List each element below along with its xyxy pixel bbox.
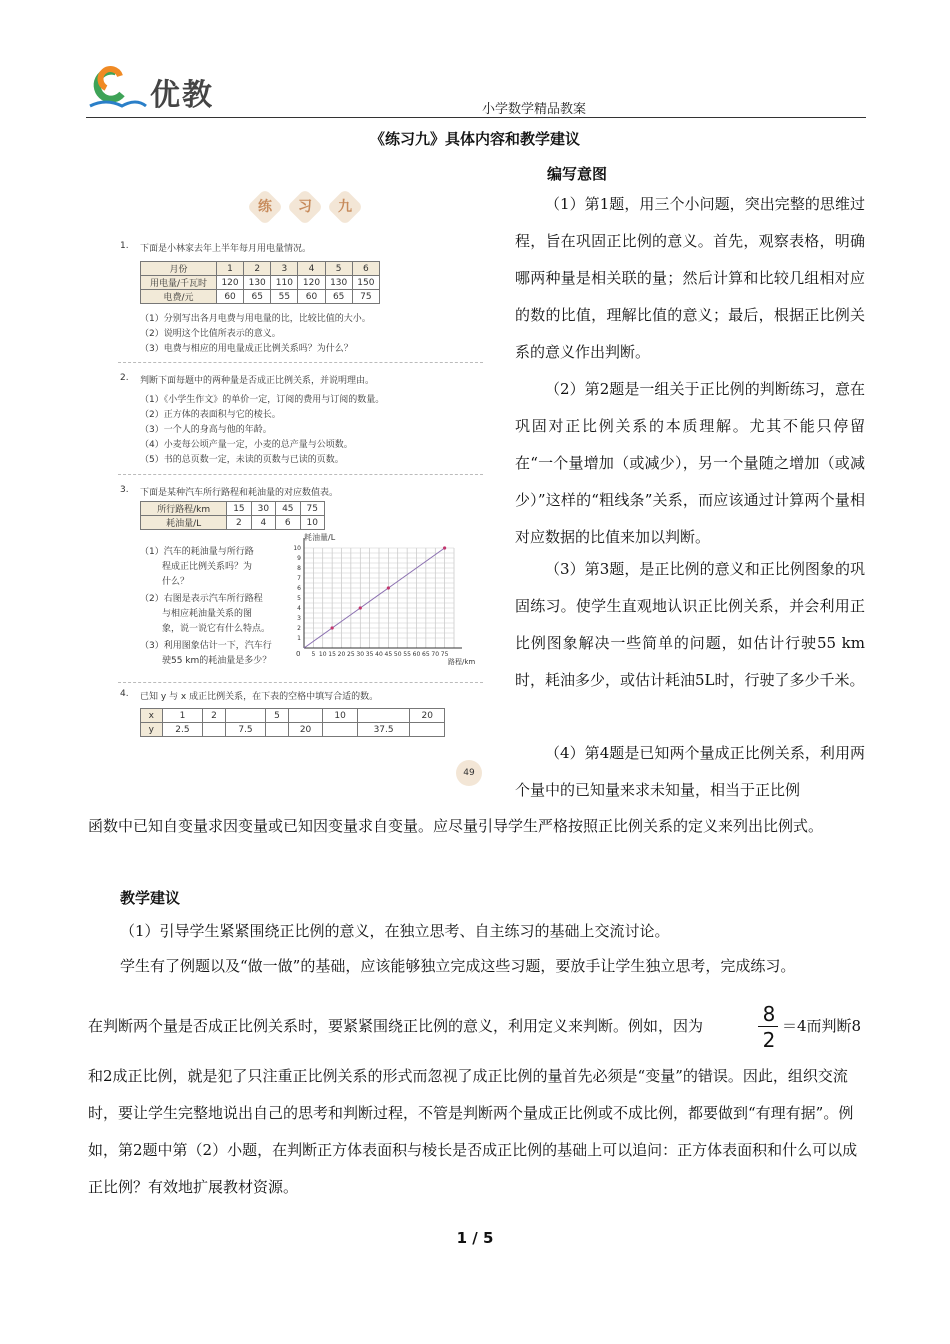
advice-paragraph: 和2成正比例，就是犯了只注重正比例关系的形式而忽视了成正比例的量首先必须是“变量”的错误。因此，组织交流时，要让学生完整地说出自己的思考和判断过程，不管是判断两个量成正比例或不成比例，都要做到“有理有据”。例如，第2题中第（2）小题，在判断正方体表面积与棱长是否成正比例的基础上可以追问：正方体表面积和什么可以成正比例？有效地扩展教材资源。 [88, 1067, 858, 1196]
y-tick-label: 8 [297, 565, 301, 572]
q3-sub: 驶55 km的耗油量是多少？ [162, 656, 272, 666]
q2-stem: 判断下面每题中的两种量是否成正比例关系，并说明理由。 [140, 376, 375, 386]
intent-paragraph-continued: 函数中已知自变量求因变量或已知因变量求自变量。应尽量引导学生严格按照正比例关系的定义来列出比例式。 [88, 817, 824, 835]
y-tick-label: 6 [297, 585, 301, 592]
cell: y [141, 723, 163, 737]
q2-sub: （4）小麦每公顷产量一定，小麦的总产量与公顷数。 [140, 440, 353, 450]
y-tick-label: 2 [297, 625, 301, 632]
q3-sub: 什么？ [162, 577, 190, 587]
divider [118, 682, 483, 683]
y-tick-label: 9 [297, 555, 301, 562]
advice-paragraph-tail: ＝4而判断8 [782, 1017, 862, 1035]
cell: 5 [325, 262, 352, 276]
q3-sub: 程成正比例关系吗？为 [162, 562, 253, 572]
cell: 55 [271, 290, 298, 304]
cell: 75 [352, 290, 379, 304]
cell [266, 723, 289, 737]
fraction-denominator: 2 [762, 1028, 776, 1052]
y-tick-label: 10 [293, 545, 301, 552]
q3-sub: （3）利用图象估计一下，汽车行 [140, 641, 272, 651]
data-point [387, 586, 390, 589]
cell: 120 [298, 276, 325, 290]
cell [203, 723, 226, 737]
divider [118, 362, 483, 363]
cell: 20 [288, 723, 323, 737]
advice-paragraph: 学生有了例题以及“做一做”的基础，应该能够独立完成这些习题，要放手让学生独立思考，完成练习。 [120, 957, 796, 975]
y-axis-label: 耗油量/L [304, 533, 336, 542]
cell: 65 [325, 290, 352, 304]
cell: 130 [325, 276, 352, 290]
q3-sub: （2）右图是表示汽车所行路程 [140, 594, 263, 604]
header-subtitle: 小学数学精品教案 [482, 102, 587, 117]
q1-sub: （2）说明这个比值所表示的意义。 [140, 329, 281, 339]
section-heading-advice: 教学建议 [120, 889, 181, 907]
y-tick-label: 3 [297, 615, 301, 622]
fraction-numerator: 8 [762, 1002, 776, 1026]
q3-number: 3. [120, 485, 129, 495]
x-tick-label: 55 [403, 651, 411, 658]
intent-paragraph: （4）第4题是已知两个量成正比例关系，利用两个量中的已知量来求未知量，相当于正比例 [515, 744, 865, 799]
origin-label: 0 [296, 650, 301, 658]
q1-sub: （1）分别写出各月电费与用电量的比，比较比值的大小。 [140, 314, 371, 324]
q2-sub: （2）正方体的表面积与它的棱长。 [140, 410, 281, 420]
cell: 2 [203, 709, 226, 723]
q3-stem: 下面是某种汽车所行路程和耗油量的对应数值表。 [140, 488, 339, 498]
data-point [359, 606, 362, 609]
heading-char: 练 [258, 199, 272, 215]
heading-char: 习 [298, 199, 312, 215]
advice-paragraph-lead: 在判断两个量是否成正比例关系时，要紧紧围绕正比例的意义，利用定义来判断。例如，因为 [88, 1017, 704, 1035]
cell [357, 709, 410, 723]
cell: 所行路程/km [141, 502, 227, 516]
cell: 15 [227, 502, 251, 516]
page-number: 1 / 5 [456, 1229, 494, 1247]
x-axis-label: 路程/km [448, 658, 476, 666]
x-tick-label: 15 [328, 651, 336, 658]
q2-number: 2. [120, 373, 129, 383]
data-point [443, 546, 446, 549]
x-tick-label: 20 [337, 651, 346, 658]
x-tick-label: 75 [440, 651, 449, 658]
x-tick-label: 65 [422, 651, 430, 658]
cell: 120 [216, 276, 243, 290]
cell: 月份 [141, 262, 217, 276]
divider [118, 474, 483, 475]
cell: 20 [410, 709, 445, 723]
section-heading-intent: 编写意图 [547, 165, 608, 183]
cell: x [141, 709, 163, 723]
q3-sub: （1）汽车的耗油量与所行路 [140, 547, 254, 557]
q3-sub: 与相应耗油量关系的图 [162, 609, 253, 619]
cell: 4 [298, 262, 325, 276]
fraction-bar [758, 1026, 778, 1027]
cell: 2.5 [162, 723, 203, 737]
cell: 1 [216, 262, 243, 276]
fuel-distance-chart [290, 530, 490, 670]
q1-number: 1. [120, 241, 129, 251]
cell: 10 [300, 516, 324, 530]
q1-stem: 下面是小林家去年上半年每月用电量情况。 [140, 244, 312, 254]
cell: 耗油量/L [141, 516, 227, 530]
cell: 用电量/千瓦时 [141, 276, 217, 290]
textbook-figure [110, 182, 490, 792]
q1-sub: （3）电费与相应的用电量成正比例关系吗？为什么？ [140, 344, 353, 354]
cell: 6 [276, 516, 300, 530]
cell [323, 723, 358, 737]
cell: 6 [352, 262, 379, 276]
cell: 10 [323, 709, 358, 723]
x-tick-label: 70 [431, 651, 440, 658]
intent-paragraph: （1）第1题，用三个小问题，突出完整的思维过程，旨在巩固正比例的意义。首先，观察表格，明确哪两种量是相关联的量；然后计算和比较几组相对应的数的比值，理解比值的意义；最后，根据正比例关系的意义作出判断。 [515, 195, 865, 361]
cell [225, 709, 266, 723]
logo-text: 优教 [150, 78, 214, 113]
x-tick-label: 45 [384, 651, 393, 658]
q2-sub: （5）书的总页数一定，未读的页数与已读的页数。 [140, 455, 344, 465]
x-tick-label: 35 [365, 651, 374, 658]
cell: 150 [352, 276, 379, 290]
q2-sub: （1）《小学生作文》的单价一定，订阅的费用与订阅的数量。 [140, 395, 385, 405]
cell: 45 [276, 502, 300, 516]
page-badge: 49 [456, 760, 482, 786]
q4-stem: 已知 y 与 x 成正比例关系，在下表的空格中填写合适的数。 [140, 692, 379, 702]
advice-paragraph: （1）引导学生紧紧围绕正比例的意义，在独立思考、自主练习的基础上交流讨论。 [120, 922, 670, 940]
q4-number: 4. [120, 689, 129, 699]
cell [410, 723, 445, 737]
cell: 60 [298, 290, 325, 304]
y-tick-label: 7 [297, 575, 301, 582]
cell: 5 [266, 709, 289, 723]
header-divider [86, 117, 866, 118]
cell: 2 [227, 516, 251, 530]
page-title: 《练习九》具体内容和教学建议 [369, 130, 580, 148]
cell: 3 [271, 262, 298, 276]
q3-sub: 象，说一说它有什么特点。 [162, 624, 271, 634]
q3-table [140, 501, 325, 530]
cell: 65 [244, 290, 271, 304]
cell: 60 [216, 290, 243, 304]
q1-table [140, 261, 380, 304]
y-tick-label: 4 [297, 605, 301, 612]
cell: 37.5 [357, 723, 410, 737]
q2-sub: （3）一个人的身高与他的年龄。 [140, 425, 272, 435]
y-tick-label: 5 [297, 595, 301, 602]
chart-grid [304, 548, 454, 648]
cell: 电费/元 [141, 290, 217, 304]
x-tick-label: 30 [356, 651, 365, 658]
x-tick-label: 60 [412, 651, 421, 658]
cell: 1 [162, 709, 203, 723]
x-tick-label: 10 [318, 651, 327, 658]
cell [288, 709, 323, 723]
cell: 110 [271, 276, 298, 290]
heading-char: 九 [338, 199, 352, 215]
x-tick-label: 25 [347, 651, 355, 658]
x-tick-label: 50 [393, 651, 402, 658]
cell: 7.5 [225, 723, 266, 737]
x-tick-label: 40 [375, 651, 383, 658]
cell: 4 [251, 516, 275, 530]
y-tick-label: 1 [297, 635, 301, 642]
intent-paragraph: （3）第3题，是正比例的意义和正比例图象的巩固练习。使学生直观地认识正比例关系，并会利用正比例图象解决一些简单的问题，如估计行驶55 km时，耗油多少，或估计耗油5L时，行驶了多少千米。 [515, 560, 865, 689]
intent-paragraph: （2）第2题是一组关于正比例的判断练习，意在巩固对正比例关系的本质理解。尤其不能只停留在“一个量增加（或减少），另一个量随之增加（或减少）”这样的“粗线条”关系，而应该通过计算两个量相对应数据的比值来加以判断。 [515, 380, 865, 546]
cell: 30 [251, 502, 275, 516]
cell: 75 [300, 502, 324, 516]
cell: 2 [244, 262, 271, 276]
data-point [331, 626, 334, 629]
x-tick-label: 5 [311, 651, 316, 658]
cell: 130 [244, 276, 271, 290]
q4-table [140, 708, 445, 737]
